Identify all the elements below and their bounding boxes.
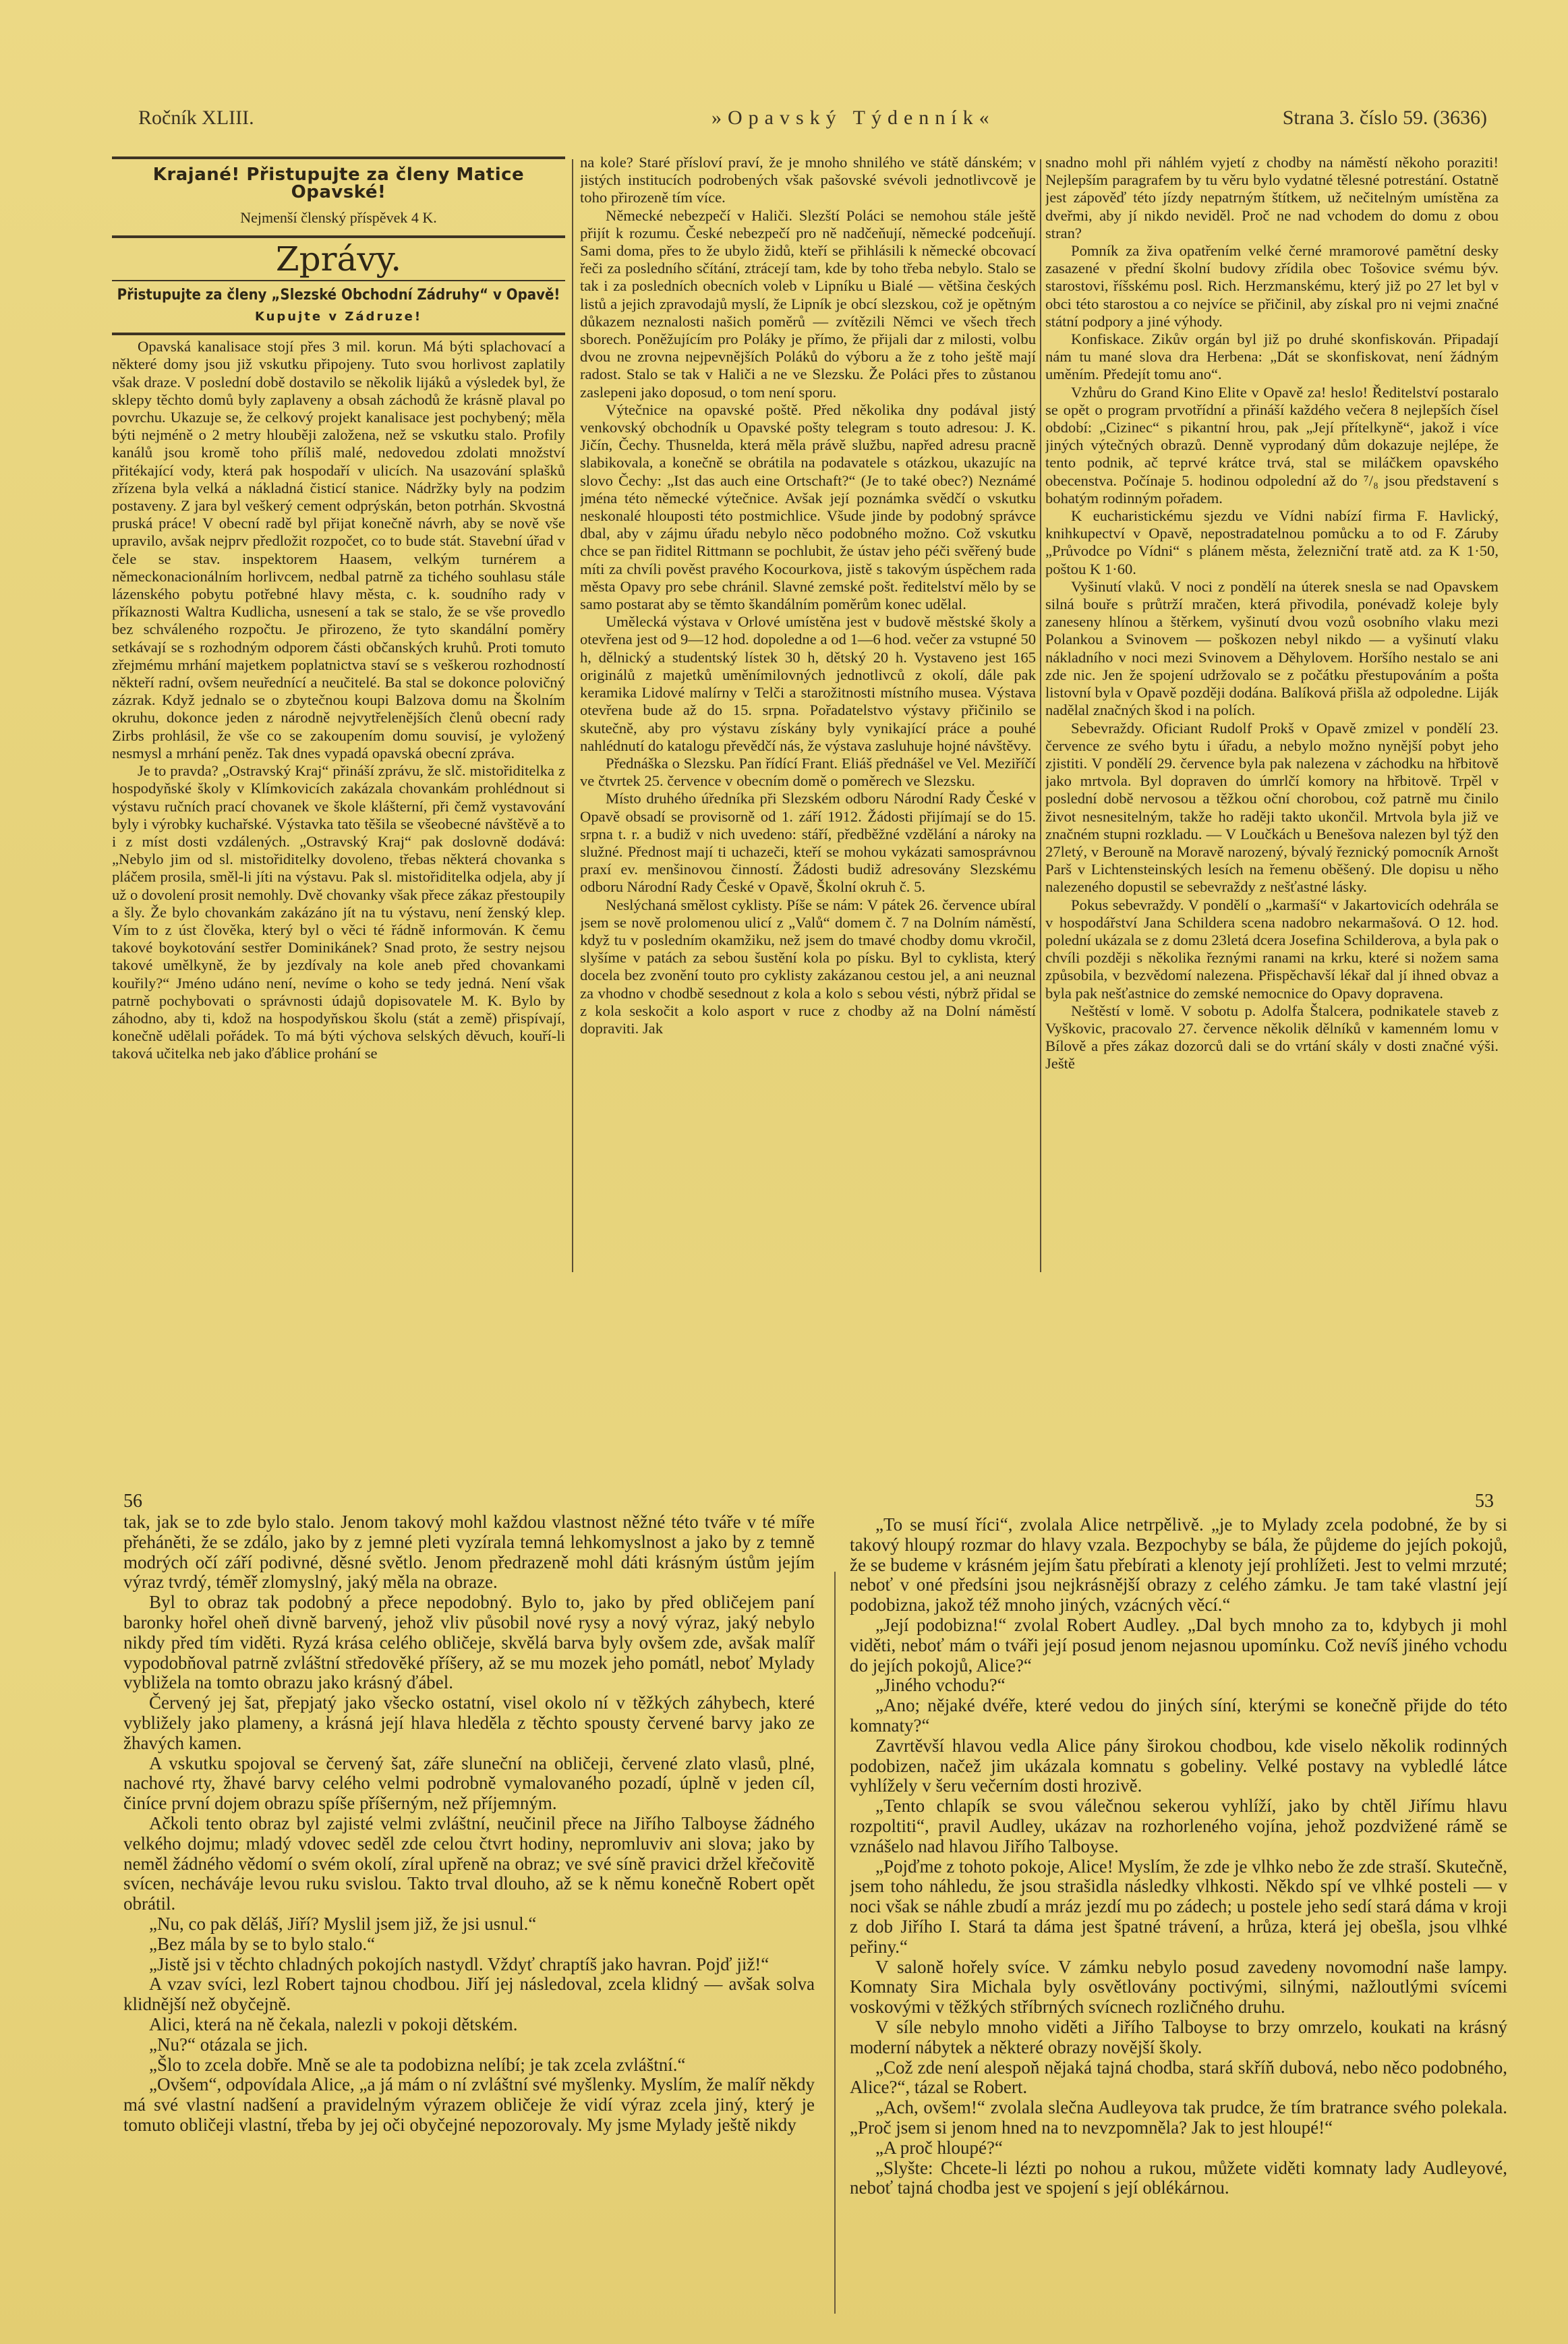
article-paragraph: na kole? Staré přísloví praví, že je mnoho shnilého ve státě dánském; v jistých institucích podrobených však pašovské svévoli jednotlivcově je toho přirozeně tím více. (580, 154, 1036, 206)
book-right-column (850, 1515, 1507, 2315)
book-paragraph: „Pojďme z tohoto pokoje, Alice! Myslím, že zde je vlhko nebo že zde straší. Skutečně, jsem toho náhledu, že jsou strašidla následky vlhkosti. Někdo spí ve vlhké posteli — v noci však se náhle zbudí a mráz jezdí mu po zádech; u postele jeho sedí stará dáma v kroji z dob Jiřího I. Stará ta dáma jest špatné trávení, a hrůza, která jej obešla, jsou vlhké peřiny.“ (850, 1856, 1507, 1957)
book-paragraph: „Jiného vchodu?“ (875, 1675, 1006, 1696)
book-paragraph: tak, jak se to zde bylo stalo. Jenom takový mohl každou vlastnost něžné této tváře v té míře přeháněti, že se zdálo, jako by z jemné pleti vyzírala temná lehkomyslnost a jako by z temně modrých očí září podivné, děsné světlo. Jenom předrazeně mohl dáti krásným ústům jejím výraz tvrdý, téměř zlomyslný, jaký měla na obraze. (123, 1512, 815, 1593)
article-paragraph: Vzhůru do Grand Kino Elite v Opavě za! heslo! Ředitelství postaralo se opět o program prvotřídní a přináší každého večera 8 nejlepších čísel období: „Cizinec“ s pikantní hrou, pak „Její přítelkyně“, jakož i více jiných výtečných obrazů. Denně vyprodaný dům dokazuje nejlépe, že tento podnik, ač teprvé krátce trvá, stal se miláčkem opavského obecenstva. Počínaje 5. hodinou odpolední až do ⁷/₈ jsou představení s bohatým rodinným pořadem. (1045, 383, 1499, 507)
book-paragraph: „Její podobizna!“ zvolal Robert Audley. „Dal bych mnoho za to, kdybych ji mohl viděti, neboť mám o tváři její posud jenom nejasnou upomínku. Což nevíš jiného vchodu do jejích pokojů, Alice?“ (850, 1614, 1507, 1676)
book-paragraph: Ačkoli tento obraz byl zajisté velmi zvláštní, neučinil přece na Jiřího Talboyse žádného velkého dojmu; mladý vdovec seděl zde celou čtvrt hodiny, nepromluviv ani slova; jako by neměl žádného vědomí o svém okolí, zíral upřeně na obraz; ve své síně pravici držel křečovitě svícen, necháváje levou ruku svislou. Takto trval dlouho, až se k němu konečně Robert opět obrátil. (123, 1812, 815, 1914)
divider (112, 280, 565, 281)
book-paragraph: „Bez mála by se to bylo stalo.“ (149, 1933, 376, 1954)
zadruha-banner: Přistupujte za členy „Slezské Obchodní Zádruhy“ v Opavě! (117, 286, 560, 304)
article-paragraph: Sebevraždy. Oficiant Rudolf Prokš v Opavě zmizel v pondělí 23. července ze svého bytu i úřadu, a nebylo možno nynější pobyt jeho zjistiti. V pondělí 29. července byla pak nalezena v záchodku na hřbitově jako mrtvola. Byl dopraven do úmrlčí komory na hřbitově. Trpěl v poslední době nervosou a těžkou oční chorobou, což patrně mu činilo život nesnesitelným, takže ho raději takto ukončil. Mrtvola byla již ve značném stupni rozkladu. — V Loučkách u Benešova nalezen byl týž den 27letý, v Berouně na Moravě narozený, bývalý řeznický pomocník Arnošt Parš v Lichtensteinských lesích na řemenu oběšený. Dle dopisu u něho nalezeného dopustil se sebevraždy z nešťastné lásky. (1045, 719, 1499, 896)
book-paragraph: „Nu?“ otázala se jich. (149, 2034, 308, 2055)
article-paragraph: K eucharistickému sjezdu ve Vídni nabízí firma F. Havlický, knihkupectví v Opavě, nepostradatelnou pomůcku a to od F. Záruby „Průvodce po Vídni“ s plánem města, železniční tratě atd. za K 1·50, poštou K 1·60. (1045, 507, 1499, 577)
book-paragraph: „Jistě jsi v těchto chladných pokojích nastydl. Vždyť chraptíš jako havran. Pojď již!“ (149, 1953, 770, 1974)
book-paragraph: „Nu, co pak děláš, Jiří? Myslil jsem již, že jsi usnul.“ (149, 1913, 537, 1934)
article-paragraph: Pomník za živa opatřením velké černé mramorové pamětní desky zasazené v přední školní budovy zřídila obec Tošovice svému býv. starostovi, říšskému posl. Rich. Herzmanskému, který již po 27 let byl v obci této starostou a co nejvíce se přičinil, aby získal pro ni vejmi značné státní podpory a jiné výhody. (1045, 242, 1499, 330)
divider (112, 156, 565, 159)
book-page-number-right: 53 (1475, 1491, 1494, 1512)
matice-banner: Krajané! Přistupujte za členy Matice Opavské! (152, 165, 525, 203)
book-paragraph: „Tento chlapík se svou válečnou sekerou vyhlíží, jako by chtěl Jiřímu hlavu rozpoltiti“, pravil Audley, ukázav na rozhorleného vojína, jehož pozdvižené rámě se vznášelo nad hlavou Jiřího Talboyse. (850, 1796, 1507, 1856)
column-rule (1040, 159, 1041, 1272)
column-3 (1045, 154, 1499, 1279)
book-paragraph: Červený jej šat, přepjatý jako všecko ostatní, visel okolo ní v těžkých záhybech, které vybližely jako plameny, a krásná její hlava hleděla z těchto spousty červené barvy jako ze žhavých kamen. (123, 1692, 815, 1753)
column-rule (572, 159, 573, 1272)
article-paragraph: Místo druhého úředníka při Slezském odboru Národní Rady České v Opavě obsadí se provisorně od 1. září 1912. Žádosti přijímají se do 15. srpna t. r. a budiž v nich uvedeno: stáří, předběžné vzdělání a nároky na služné. Přednost mají ti uchazeči, kteří se mohou vykázati samosprávnou praxí ev. menšinovou činností. Žádosti budiž adresovány Slezskému odboru Národní Rady České v Opavě, Školní okruh č. 5. (580, 790, 1036, 896)
article-paragraph: snadno mohl při náhlém vyjetí z chodby na náměstí někoho poraziti! Nejlepším paragrafem by tu věru bylo vydatné tělesné potrestání. Ostatně jest zápověď této jízdy nepatrným štítkem, už nečitelným umístěna za dveřmi, aby jí nikdo neviděl. Proč ne nad vchodem do domu z obou stran? (1045, 154, 1499, 241)
column-1 (112, 154, 565, 1279)
divider (112, 235, 565, 238)
article-paragraph: Vyšinutí vlaků. V noci z pondělí na úterek snesla se nad Opavskem silná bouře s průtrží mračen, která přivodila, ponévadž koleje byly zaneseny hlínou a štěrkem, vyšinutí dvou vozů osobního vlaku mezi Polankou a Svinovem — poškozen nebyl nikdo — a vyšinutí vlaku nákladního v noci mezi Svinovem a Děhylovem. Horšího nestalo se ani zde nic. Jen že spojení udržovalo se z počátku přestupováním a pošta listovní byla v Opavě později dodána. Balíková přišla až odpoledne. Liják nadělal značných škod i na polích. (1045, 577, 1499, 719)
volume-label: Ročník XLIII. (138, 107, 254, 129)
article-paragraph: Umělecká výstava v Orlové umístěna jest v budově městské školy a otevřena jest od 9—12 hod. dopoledne a od 1—6 hod. večer za vstupné 50 h, dělnický a studentský lístek 30 h, dětský 20 h. Vystaveno jest 165 originálů z majetků uměnímilovných jednotlivců z okolí, dále pak keramika Lidové malírny v Telči a starožitnosti místního musea. Výstava otevřena bude až do 15. srpna. Pořadatelstvo výstavy přičinilo se skutečně, aby pro výstavu získány byly vynikající práce a pouhé nahlédnutí do katalogu převědčí nás, že výstava zasluhuje hojné návštěvy. (580, 613, 1036, 754)
article-paragraph: Pokus sebevraždy. V pondělí o „karmaší“ v Jakartovicích odehrála se v hospodářství Jana Schildera scena nadobro nekarmašová. O 12. hod. polední ukázala se z domu 23letá dcera Josefina Schilderova, a byla pak o chvíli později s několika řeznými ranami na krku, které si nožem sama způsobila, v bezvědomí nalezena. Přispěchavší lékař dal jí ihned obvaz a byla pak nešťastnice do zemské nemocnice do Opavy dopravena. (1045, 896, 1499, 1002)
article-paragraph: Neslýchaná smělost cyklisty. Píše se nám: V pátek 26. července ubíral jsem se nově prolomenou ulicí z „Valů“ domem č. 7 na Dolním náměstí, když tu v posledním okamžiku, než jsem do tmavé chodby domu vkročil, slyšíme v patách za sebou šustění kola po písku. Byl to cyklista, který docela bez zvonění touto pro cyklisty zakázanou cestou jel, a ani neuznal za vhodno v chodbě sesednout z kola a kolo s sebou vésti, nýbrž přidal se z kola seskočit a kolo asport v ruce z chodby až na Dolní náměstí dopraviti. Jak (580, 896, 1036, 1037)
page-header (138, 107, 1487, 140)
article-paragraph: Přednáška o Slezsku. Pan řídící Frant. Eliáš přednášel ve Vel. Meziříčí ve čtvrtek 25. července v obecním domě o poměrech ve Slezsku. (580, 754, 1036, 790)
book-paragraph: „Ovšem“, odpovídala Alice, „a já mám o ní zvláštní své myšlenky. Myslím, že malíř někdy má své vlastní nadšení a pravidelným výrazem obličeje že vidí výraz zcela jiný, který je tomuto obličeji vlastní, třeba by jej oči obyčejné nepozorovaly. My jsme Mylady ještě nikdy (123, 2074, 815, 2135)
masthead: »Opavský Týdenník« (712, 107, 995, 129)
article-paragraph: Opavská kanalisace stojí přes 3 mil. korun. Má býti splachovací a některé domy jsou již vskutku připojeny. Tuto svou horlivost zaplatily však draze. V poslední době dostavilo se několik lijáků a výsledek byl, že sklepy těchto domů byly zaplaveny a obsah záchodů že krásně plaval po povrchu. Ukazuje se, že celkový projekt kanalisace jest pochybený; měla býti nejméně o 2 metry hlouběji založena, než se vskutku stalo. Profily kanálů jsou kromě toho příliš malé, nedovedou zdolati množství přitékající vody, která pak hospodaří v ulicích. Na usazování splašků zřízena byla velká a nákladná čisticí stanice. Nádržky byly na podzim postaveny. Z jara byl veškerý cement odprýskán, beton potrhán. Skvostná pruská práce! V obecní radě byl přijat konečně návrh, aby se nově vše upravilo, avšak nejprv předložit rozpočet, co to bude stát. Stavební úřad v čele se stav. inspektorem Haasem, velkým turnérem a německonacionálním horlivcem, nedbal patrně za tichého souhlasu stále lázenského pobytu potřebné hlavy města, c. k. soudního rady v příkaznosti Waltra Kudlicha, usnesení a tak se stalo, že se vše provedlo bez schváleného rozpočtu. Je přirozeno, že tyto skandální poměry setkávají se s rozhodným odporem části občanských kruhů. Proti tomuto zřejmému mrhání majetkem poplatnictva staví se s veškerou rozhodností někteří radní, ovšem neuřednící a neučitelé. Ba stal se dokonce polovičný zázrak. Když jednalo se o zbytečnou koupi Balzova domu na Školním okruhu, dokonce jeden z národně nejvytřelenějších členů obecní rady Zirbs prohlásil, že vše co se zakoupením domu souvisí, je vyložený nesmysl a mrhání peněz. Tak dnes vypadá opavská obecní zpráva. (112, 338, 565, 762)
book-paragraph: Zavrtěvší hlavou vedla Alice pány širokou chodbou, kde viselo několik rodinných podobizen, načež jim ukázala komnatu s gobeliny. Velké postavy na vybledlé látce vyhlížely v šeru večerním dosti hrozivě. (850, 1735, 1507, 1796)
zadruha-subtext: Kupujte v Zádruze! (254, 310, 423, 324)
book-paragraph: „A proč hloupé?“ (875, 2137, 1003, 2158)
book-paragraph: Byl to obraz tak podobný a přece nepodobný. Bylo to, jako by před obličejem paní baronky hořel oheň divně barvený, jehož vliv působil nové rysy a nový výraz, jaký nebylo nikdy před tím viděti. Ryzá krása celého obličeje, skvělá barva byly ovšem zde, avšak malíř vypodobňoval patrně zvláštní středověké příšery, až se mu mozek jeho pomátl, neboť Mylady vybližela na tomto obrazu jako krásný ďábel. (123, 1592, 815, 1693)
book-paragraph: „Ano; nějaké dvéře, které vedou do jiných síní, kterými se konečně přijde do této komnaty?“ (850, 1695, 1507, 1736)
book-paragraph: „Což zde není alespoň nějaká tajná chodba, stará skříň dubová, nebo něco podobného, Alice?“, tázal se Robert. (850, 2057, 1507, 2098)
book-paragraph: „Ach, ovšem!“ zvolala slečna Audleyova tak prudce, že tím bratrance svého polekala. „Proč jsem si jenom hned na to nevzpomněla? Jak to jest hloupé!“ (850, 2097, 1507, 2138)
divider (112, 333, 565, 335)
book-left-column (123, 1512, 815, 2315)
book-paragraph: „Šlo to zcela dobře. Mně se ale ta podobizna nelíbí; je tak zcela zvláštní.“ (149, 2054, 686, 2075)
book-paragraph: „Slyšte: Chcete-li lézti po nohou a rukou, můžete viděti komnaty lady Audleyové, neboť tajná chodba jest ve spojení s její oblékárnou. (850, 2157, 1507, 2198)
book-paragraph: A vzav svíci, lezl Robert tajnou chodbou. Jiří jej následoval, zcela klidný — avšak solva klidnější než obyčejně. (123, 1974, 815, 2015)
book-paragraph: V síle nebylo mnoho viděti a Jiřího Talboyse to brzy omrzelo, koukati na krásný moderní nábytek a některé obrazy novější školy. (850, 2016, 1507, 2057)
book-paragraph: A vskutku spojoval se červený šat, záře sluneční na obličeji, červené zlato vlasů, plné, nachové rty, žhavé barvy celého velmi podrobně vymalovaného pozadí, úplně v jeden cíl, činíce první dojem obrazu spíše příšerným, než příjemným. (123, 1752, 815, 1814)
page-info: Strana 3. číslo 59. (3636) (1282, 107, 1487, 129)
article-paragraph: Neštěstí v lomě. V sobotu p. Adolfa Štalcera, podnikatele staveb z Vyškovic, pracovalo 27. července několik dělníků v kamenném lomu v Bílově a přes zákaz dozorců dali se do vrtání skály v dosti značné výši. Ještě (1045, 1002, 1499, 1073)
article-paragraph: Výtečnice na opavské poště. Před několika dny podával jistý venkovský obchodník u Opavské pošty telegram s touto adresou: J. K. Jičín, Čechy. Thusnelda, která měla právě službu, napřed adresu pracně slabikovala, a konečně se obrátila na podavatele s otázkou, ukazujíc na slovo Čechy: „Ist das auch eine Ortschaft?“ (Je to také obec?) Neznámé jména této německé výtečnice. Avšak její poznámka svědčí o vskutku neskonalé hlouposti této postmichlice. Všude jinde by podobný správce dbal, aby v zájmu úřadu nebylo něco podobného možno. Což vskutku chce se pan řiditel Rittmann se pochlubit, že ústav jeho péči svěřený bude míti za chvíli pověst pravého Kocourkova, jistě s takovým úspěchem rada města Opavy pro sebe chránil. Slavné zemské pošt. ředitelství mělo by se samo postarat aby se těmto škandálním poměrům konec udělal. (580, 401, 1036, 613)
book-paragraph: Alici, která na ně čekala, nalezli v pokoji dětském. (149, 2013, 518, 2034)
book-paragraph: „To se musí říci“, zvolala Alice netrpělivě. „je to Mylady zcela podobné, že by si takový hloupý rozmar do hlavy vzala. Bezpochyby se bála, že půjdeme do jejích pokojů, že se budeme v krásném jejím šatu přebírati a klenoty její prohlížeti. Jest to velmi mrzuté; neboť v oné předsíni jsou nejkrásnější obrazy z celého zámku. Je tam také vlastní její podobizna, jakož též mnoho jiných, vzácných věcí.“ (850, 1515, 1507, 1616)
book-page-number-left: 56 (123, 1491, 142, 1512)
column-2 (580, 154, 1036, 1279)
article-paragraph: Německé nebezpečí v Haliči. Slezští Poláci se nemohou stále ještě přijít k rozumu. České nebezpečí pro ně nadčeňují, německé podceňují. Sami doma, přes to že ubylo židů, kteří se přihlásili k německé obcovací řeči za posledního sčítání, ztrácejí tam, kde by toho třeba nebylo. Stalo se tak i za posledních obecních voleb v Lipníku u Bialé — většina českých listů a jejich zpravodajů myslí, že Lipník je obcí slezskou, což je opětným důkazem neznalosti našich poměrů — zvítězili Němci ve všech třech sborech. Poněžujícím pro Poláky je přímo, že přijali dar z milosti, volbu dvou ne zrovna nejpevnějších Poláků do výboru a že z toho ještě mají radost. Stalo se tak v Haliči a ne ve Slezsku. Že Poláci přes to zůstanou zaslepeni jako doposud, o tom není sporu. (580, 206, 1036, 401)
article-paragraph: Je to pravda? „Ostravský Kraj“ přináší zprávu, že slč. mistořiditelka z hospodyňské školy v Klímkovicích zakázala chovankám prohlédnout si výstavu ručních prací chovanek ve škole klášterní, při čemž vystavování byly i výrobky kuchařské. Výstavka tato těšila se všeobecné návštěvě a to i z míst dosti vzdálených. „Ostravský Kraj“ pak doslovně dodává: „Nebylo jim od sl. mistořiditelky dovoleno, třebas některá chovanka s pláčem prosila, směl-li jíti na výstavu. Pak sl. mistořiditelka odjela, aby jí už o dovolení prosit nemohly. Dvě chovanky však přece zákaz přestoupily a šly. Že bylo chovankám zakázáno jít na tu výstavu, není ženský klep. Vím to z úst člověka, který byl o věci té řádně informován. K čemu takové boykotování sestřer Dominikánek? Snad proto, že sestry nejsou takové umělkyně, že by jezdívaly na kole aneb před chovankami kouřily?“ Jméno udáno není, nevíme o koho se tedy jedná. Není však patrně pochybovati o správnosti údajů dopisovatele M. K. Bylo by záhodno, aby ti, kdož na hospodyňskou školu (stát a země) přispívají, konečně udělali pořádek. To má býti výchova selských děvuch, kouří-li taková učitelka neb jako ďáblice prohání se (112, 762, 565, 1062)
book-paragraph: V saloně hořely svíce. V zámku nebylo posud zavedeny novomodní naše lampy. Komnaty Sira Michala byly osvětlovány poctivými, silnými, nažloutlými svícemi voskovými v těžkých stříbrných svícnech rozličného druhu. (850, 1956, 1507, 2018)
section-title: Zprávy. (275, 239, 402, 279)
article-paragraph: Konfiskace. Zikův orgán byl již po druhé skonfiskován. Připadají nám tu mané slova dra Herbena: „Dát se skonfiskovat, není žádným uměním. Předejít tomu ano“. (1045, 331, 1499, 383)
book-gutter (834, 1572, 836, 2314)
matice-subtext: Nejmenší členský příspěvek 4 K. (240, 209, 437, 227)
